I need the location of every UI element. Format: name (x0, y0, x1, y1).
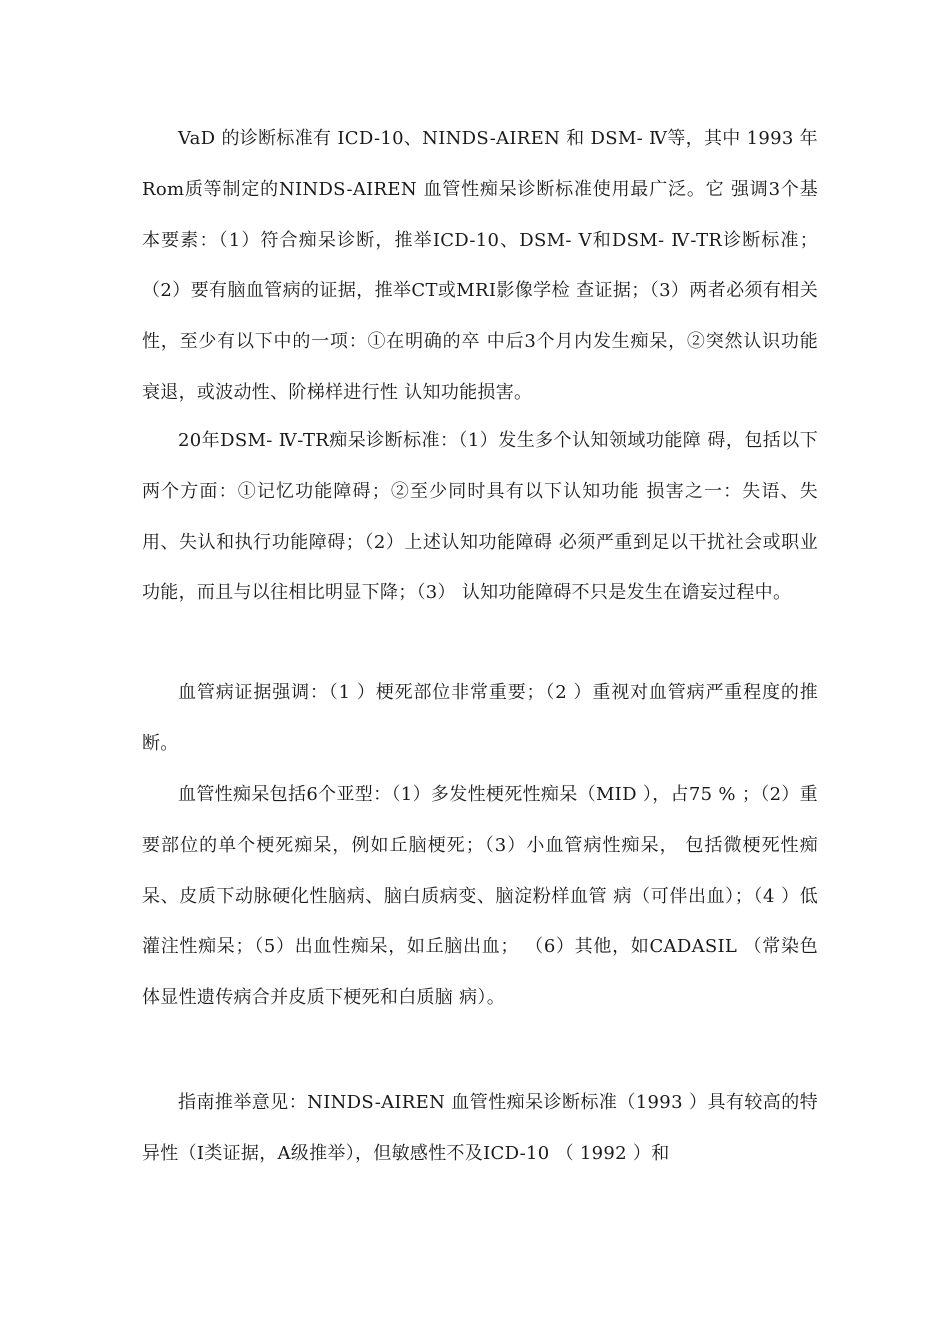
paragraph-guideline-recommendation: 指南推举意见：NINDS-AIREN 血管性痴呆诊断标准（1993 ）具有较高的特异性（I类证据，A级推举），但敏感性不及ICD-10 （ 1992 ）和 (142, 1092, 818, 1164)
paragraph-dsm-dementia-criteria: 20年DSM- Ⅳ-TR痴呆诊断标准：（1）发生多个认知领域功能障 碍，包括以下两个方面：①记忆功能障碍；②至少同时具有以下认知功能 损害之一：失语、失用、失认和执行功能障碍；（2）上述认知功能障碍 必须严重到足以干扰社会或职业功能，而且与以往相比明显下降；（3） 认知功能障碍不只是发生在谵妄过程中。 (142, 430, 818, 604)
paragraph-diagnostic-standards: VaD 的诊断标准有 ICD-10、NINDS-AIREN 和 DSM- Ⅳ等，其中 1993 年Rom质等制定的NINDS-AIREN 血管性痴呆诊断标准使用最广泛。它 强调3个基本要素：（1）符合痴呆诊断，推举ICD-10、DSM- Ⅴ和DSM- Ⅳ-TR诊断标准；（2）要有脑血管病的证据，推举CT或MRI影像学检 查证据；（3）两者必须有相关性，至少有以下中的一项：①在明确的卒 中后3个月内发生痴呆，②突然认识功能衰退，或波动性、阶梯样进行性 认知功能损害。 (142, 128, 818, 403)
paragraph-vascular-evidence: 血管病证据强调：（1 ）梗死部位非常重要；（2 ）重视对血管病严重程度的推断。 (142, 682, 818, 754)
paragraph-vascular-dementia-subtypes: 血管性痴呆包括6个亚型：（1）多发性梗死性痴呆（MID ），占75 % ；（2）重要部位的单个梗死痴呆，例如丘脑梗死；（3）小血管病性痴呆， 包括微梗死性痴呆、皮质下动脉硬化性脑病、脑白质病变、脑淀粉样血管 病（可伴出血）；（4 ）低灌注性痴呆；（5）出血性痴呆，如丘脑出血； （6）其他，如CADASIL （常染色体显性遗传病合并皮质下梗死和白质脑 病）。 (142, 784, 818, 1009)
